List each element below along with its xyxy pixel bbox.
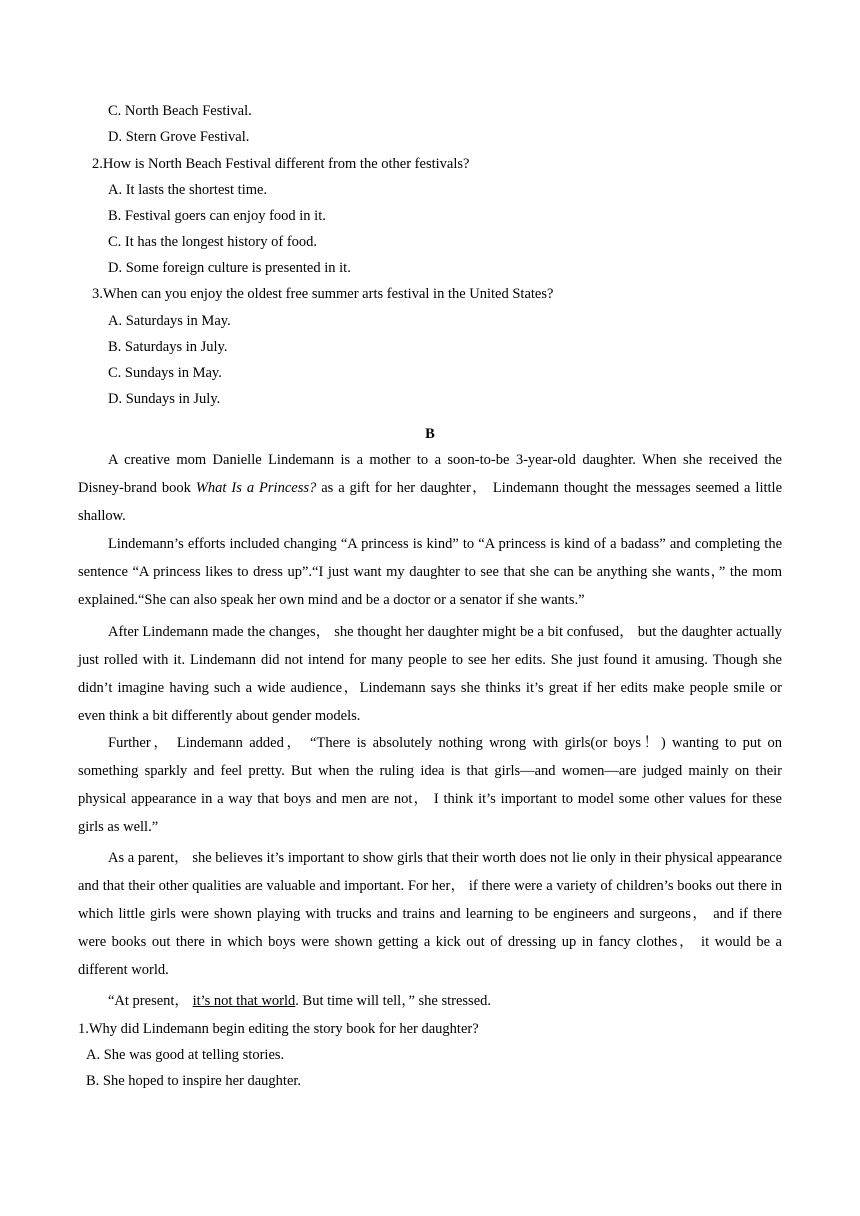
option-c: C. North Beach Festival. xyxy=(108,103,252,119)
paragraph-4: Further， Lindemann added， “There is absolutely nothing wrong with girls(or boys！) wanting to put on something sparkly and feel pretty. But when the ruling idea is that girls—and women—are judged mainly on their physical appearance in a way that boys and men are not， I think it’s important to model some other values for these girls as well.” xyxy=(78,735,782,835)
option-d: D. Sundays in July. xyxy=(108,391,221,407)
option-c: C. Sundays in May. xyxy=(108,365,222,381)
paragraph-1 xyxy=(78,446,782,530)
option-a: A. Saturdays in May. xyxy=(108,313,231,329)
paragraph-2: Lindemann’s efforts included changing “A princess is kind” to “A princess is kind of a badass” and completing the sentence “A princess likes to dress up”.“I just want my daughter to see that she can be anything she wants，” the mom explained.“She can also speak her own mind and be a doctor or a senator if she wants.” xyxy=(78,536,782,608)
paragraph-1-text-start: A creative mom Danielle Lindemann is a mother to a soon-to-be 3-year-old daughter. When she received the Disney-brand book xyxy=(78,452,782,496)
paragraph-3: After Lindemann made the changes， she thought her daughter might be a bit confused， but the daughter actually just rolled with it. Lindemann did not intend for many people to see her edits. She just found it amusing. Though she didn’t imagine having such a wide audience，Lindemann says she thinks it’s great if her edits make people smile or even think a bit differently about gender models. xyxy=(78,624,782,724)
question-2: 2.How is North Beach Festival different from the other festivals? xyxy=(92,156,470,172)
question-3: 3.When can you enjoy the oldest free summer arts festival in the United States? xyxy=(92,286,554,302)
option-a: A. It lasts the shortest time. xyxy=(108,182,268,198)
option-d: D. Stern Grove Festival. xyxy=(108,129,250,145)
paragraph-5: As a parent， she believes it’s important to show girls that their worth does not lie only in their physical appearance and that their other qualities are valuable and important. For her， if there were a variety of children’s books out there in which little girls were shown playing with trucks and trains and learning to be engineers and surgeons， and if there were books out there in which boys were shown getting a kick out of dressing up in fancy clothes， it would be a different world. xyxy=(78,850,782,978)
option-b: B. Saturdays in July. xyxy=(108,339,228,355)
book-title: What Is a Princess? xyxy=(195,480,317,496)
question-1: 1.Why did Lindemann begin editing the story book for her daughter? xyxy=(78,1021,479,1037)
option-c: C. It has the longest history of food. xyxy=(108,234,318,250)
option-a: A. She was good at telling stories. xyxy=(86,1047,285,1063)
underlined-phrase: it’s not that world xyxy=(192,993,296,1009)
paragraph-6-text-end: . But time will tell，” she stressed. xyxy=(295,993,492,1009)
paragraph-6 xyxy=(78,987,782,1015)
paragraph-6-text-start: “At present， xyxy=(108,993,193,1009)
paragraph-1-text-end: as a gift for her daughter， Lindemann thought the messages seemed a little shallow. xyxy=(78,480,783,524)
section-heading: B xyxy=(425,426,435,442)
option-b: B. She hoped to inspire her daughter. xyxy=(86,1073,302,1089)
option-d: D. Some foreign culture is presented in it. xyxy=(108,260,351,276)
option-b: B. Festival goers can enjoy food in it. xyxy=(108,208,326,224)
